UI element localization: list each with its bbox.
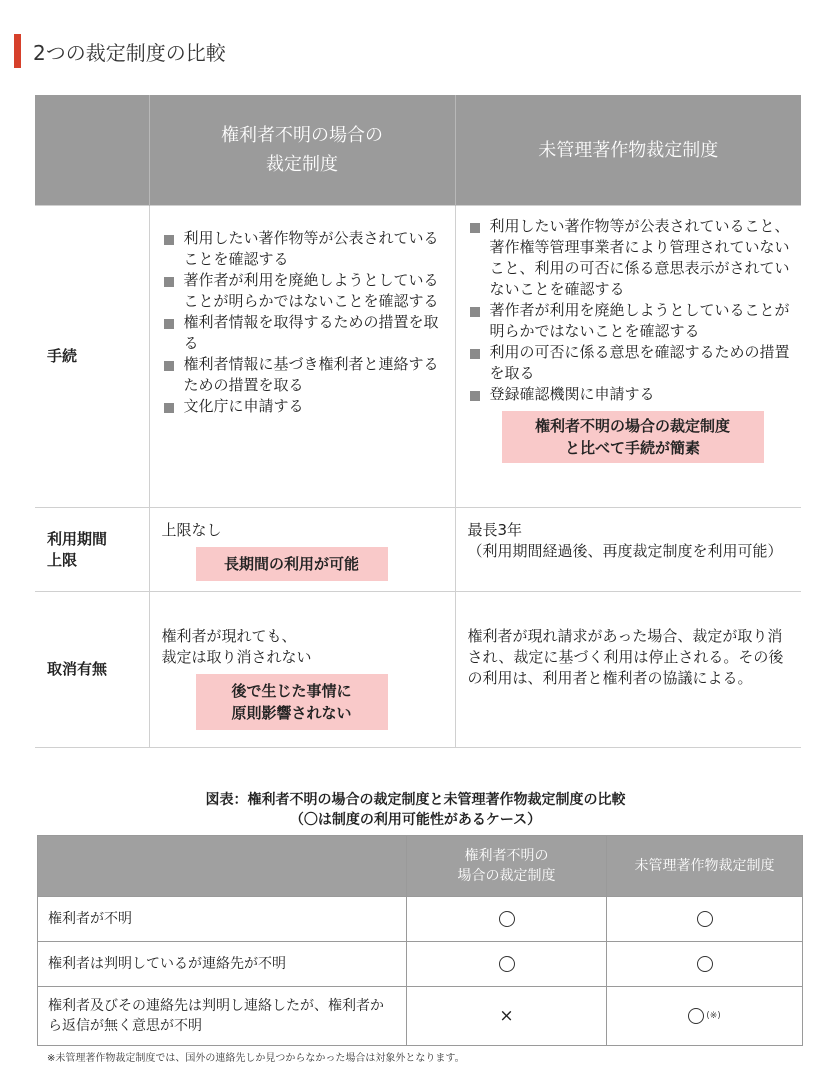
availability-cell bbox=[607, 987, 803, 1046]
row-period bbox=[35, 508, 801, 592]
revocation-col2-text: 権利者が現れ請求があった場合、裁定が取り消され、裁定に基づく利用は停止される。その後の利用は、利用者と権利者の協議による。 bbox=[467, 627, 784, 687]
list-item: 文化庁に申請する bbox=[160, 396, 447, 417]
figure-caption-line2: （〇は制度の利用可能性があるケース） bbox=[289, 812, 542, 828]
availability-cell bbox=[407, 897, 607, 942]
row-label-period: 利用期間 上限 bbox=[35, 508, 149, 592]
list-item: 利用したい著作物等が公表されていること、著作権等管理事業者により管理されていないこと、利用の可否に係る意思表示がされていないことを確認する bbox=[466, 216, 794, 300]
comparison-table bbox=[35, 95, 801, 748]
availability-row-label: 権利者が不明 bbox=[38, 897, 407, 942]
availability-row-label: 権利者は判明しているが連絡先が不明 bbox=[38, 942, 407, 987]
row-label-revocation: 取消有無 bbox=[35, 592, 149, 748]
period-highlight: 長期間の利用が可能 bbox=[196, 547, 388, 581]
availability-cell bbox=[607, 897, 803, 942]
footnote: ※未管理著作物裁定制度では、国外の連絡先しか見つからなかった場合は対象外となります。 bbox=[47, 1053, 465, 1064]
section-title: 2つの裁定制度の比較 bbox=[33, 40, 226, 65]
heading-accent-bar bbox=[14, 34, 21, 68]
procedure-col1-list bbox=[160, 228, 447, 417]
row-label-procedure: 手続 bbox=[35, 206, 149, 508]
figure-caption-line1: 図表：権利者不明の場合の裁定制度と未管理著作物裁定制度の比較 bbox=[205, 792, 626, 808]
list-item: 著作者が利用を廃絶しようとしていることが明らかではないことを確認する bbox=[466, 300, 794, 342]
procedure-col2 bbox=[455, 206, 801, 508]
procedure-col2-list bbox=[466, 216, 794, 405]
procedure-highlight: 権利者不明の場合の裁定制度 と比べて手続が簡素 bbox=[502, 411, 764, 463]
availability-header-row bbox=[38, 836, 803, 897]
revocation-highlight: 後で生じた事情に 原則影響されない bbox=[196, 674, 388, 730]
period-col2-text: 最長3年 （利用期間経過後、再度裁定制度を利用可能） bbox=[467, 521, 783, 560]
availability-cell-cross: × bbox=[407, 987, 607, 1046]
availability-header-empty bbox=[38, 836, 407, 897]
revocation-col2 bbox=[455, 592, 801, 748]
circle-mark-icon bbox=[688, 1008, 704, 1024]
circle-mark-icon bbox=[499, 956, 515, 972]
period-col1 bbox=[149, 508, 455, 592]
period-col1-text: 上限なし bbox=[161, 521, 222, 539]
availability-cell bbox=[407, 942, 607, 987]
circle-mark-icon bbox=[697, 911, 713, 927]
list-item: 登録確認機関に申請する bbox=[466, 384, 794, 405]
revocation-col1 bbox=[149, 592, 455, 748]
circle-mark-icon bbox=[499, 911, 515, 927]
table-row bbox=[38, 987, 803, 1046]
availability-header-col1: 権利者不明の 場合の裁定制度 bbox=[407, 836, 607, 897]
row-procedure bbox=[35, 206, 801, 508]
revocation-col1-text: 権利者が現れても、 裁定は取り消されない bbox=[161, 627, 312, 666]
header-empty bbox=[35, 95, 149, 206]
period-col2 bbox=[455, 508, 801, 592]
list-item: 権利者情報に基づき権利者と連絡するための措置を取る bbox=[160, 354, 447, 396]
table-row bbox=[38, 942, 803, 987]
procedure-col1 bbox=[149, 206, 455, 508]
list-item: 権利者情報を取得するための措置を取る bbox=[160, 312, 447, 354]
availability-note-mark: (※) bbox=[706, 1011, 721, 1021]
header-col-unmanaged-works: 未管理著作物裁定制度 bbox=[455, 95, 801, 206]
circle-mark-icon bbox=[697, 956, 713, 972]
row-revocation bbox=[35, 592, 801, 748]
list-item: 著作者が利用を廃絶しようとしていることが明らかではないことを確認する bbox=[160, 270, 447, 312]
availability-header-col2: 未管理著作物裁定制度 bbox=[607, 836, 803, 897]
section-heading bbox=[14, 34, 226, 68]
header-col-unknown-owner: 権利者不明の場合の 裁定制度 bbox=[149, 95, 455, 206]
list-item: 利用したい著作物等が公表されていることを確認する bbox=[160, 228, 447, 270]
list-item: 利用の可否に係る意思を確認するための措置を取る bbox=[466, 342, 794, 384]
availability-table bbox=[37, 835, 803, 1046]
availability-cell bbox=[607, 942, 803, 987]
table-row bbox=[38, 897, 803, 942]
figure-caption bbox=[0, 790, 831, 830]
availability-row-label: 権利者及びその連絡先は判明し連絡したが、権利者から返信が無く意思が不明 bbox=[38, 987, 407, 1046]
comparison-header-row bbox=[35, 95, 801, 206]
